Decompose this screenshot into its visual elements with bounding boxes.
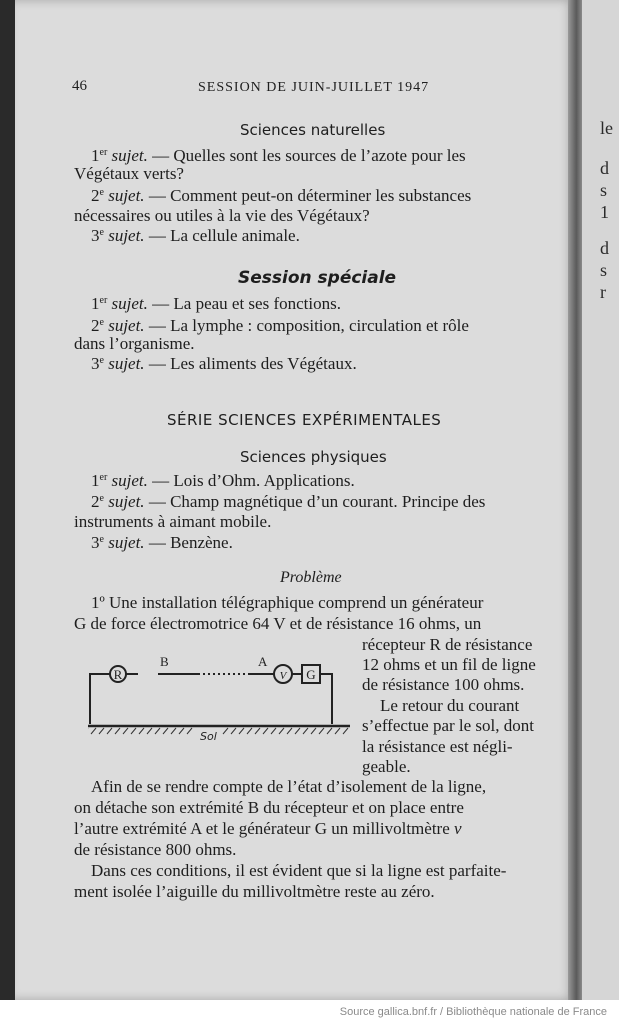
problem-title: Problème [280, 569, 342, 586]
label-r: R [113, 667, 123, 682]
section-heading-sciences-naturelles: Sciences naturelles [240, 121, 386, 139]
subject-1-line-2: Végétaux verts? [74, 164, 184, 183]
problem-p1-line: récepteur R de résistance [362, 635, 533, 654]
problem-p3-line: Dans ces conditions, il est évident que si la ligne est parfaite- [91, 861, 507, 880]
label-sol: Sol [200, 730, 217, 743]
problem-p2-line: on détache son extrémité B du récepteur et on place entre [74, 798, 464, 817]
problem-p1-line: de résistance 100 ohms. [362, 675, 525, 694]
problem-p2-line: l’autre extrémité A et le générateur G un millivoltmètre v [74, 819, 462, 838]
special-subject-2-line-2: dans l’organisme. [74, 334, 195, 353]
label-g: G [306, 667, 316, 682]
next-page-text: r [600, 282, 606, 302]
problem-p1-line: geable. [362, 757, 411, 776]
subject-2-line-1: 2e sujet. — Comment peut-on déterminer les substances [91, 186, 472, 205]
special-subject-3: 3e sujet. — Les aliments des Végétaux. [91, 354, 357, 373]
problem-p2-line: de résistance 800 ohms. [74, 840, 237, 859]
label-v: V [279, 670, 287, 682]
physics-subject-2-line-1: 2e sujet. — Champ magnétique d’un courant. Principe des [91, 492, 486, 511]
next-page-text: d [600, 158, 609, 178]
running-head: SESSION DE JUIN-JUILLET 1947 [198, 80, 430, 95]
physics-subject-3: 3e sujet. — Benzène. [91, 533, 233, 552]
next-page-fragment [582, 0, 619, 1000]
subheading-sciences-physiques: Sciences physiques [240, 448, 387, 466]
problem-p1-line: 12 ohms et un fil de ligne [362, 655, 536, 674]
problem-p1-line: la résistance est négli- [362, 737, 513, 756]
label-b: B [160, 654, 169, 669]
problem-p1-line: Le retour du courant [380, 696, 520, 715]
subject-1-line-1: 1er sujet. — Quelles sont les sources de l’azote pour les [91, 146, 466, 165]
section-heading-serie: SÉRIE SCIENCES EXPÉRIMENTALES [167, 411, 442, 429]
page-fold [568, 0, 582, 1000]
special-subject-1: 1er sujet. — La peau et ses fonctions. [91, 294, 341, 313]
next-page-text: s [600, 260, 608, 280]
next-page-text: d [600, 238, 609, 258]
circuit-diagram [88, 648, 358, 748]
problem-p1-line: 1º Une installation télégraphique comprend un générateur [91, 593, 484, 612]
page-number: 46 [72, 78, 87, 94]
physics-subject-2-line-2: instruments à aimant mobile. [74, 512, 272, 531]
subject-2-line-2: nécessaires ou utiles à la vie des Végétaux? [74, 206, 370, 225]
next-page-text: le [600, 118, 613, 138]
subject-3-line-1: 3e sujet. — La cellule animale. [91, 226, 300, 245]
special-subject-2-line-1: 2e sujet. — La lymphe : composition, circulation et rôle [91, 316, 469, 335]
next-page-text: s [600, 180, 608, 200]
problem-p2-line: Afin de se rendre compte de l’état d’isolement de la ligne, [91, 777, 487, 796]
problem-p1-line: G de force électromotrice 64 V et de résistance 16 ohms, un [74, 614, 482, 633]
problem-p1-line: s’effectue par le sol, dont [362, 716, 534, 735]
label-a: A [258, 654, 268, 669]
problem-p3-line: ment isolée l’aiguille du millivoltmètre reste au zéro. [74, 882, 435, 901]
physics-subject-1: 1er sujet. — Lois d’Ohm. Applications. [91, 471, 355, 490]
next-page-text: 1 [600, 202, 609, 222]
source-credit: Source gallica.bnf.fr / Bibliothèque nationale de France [339, 1006, 607, 1018]
section-heading-session-speciale: Session spéciale [238, 268, 397, 288]
